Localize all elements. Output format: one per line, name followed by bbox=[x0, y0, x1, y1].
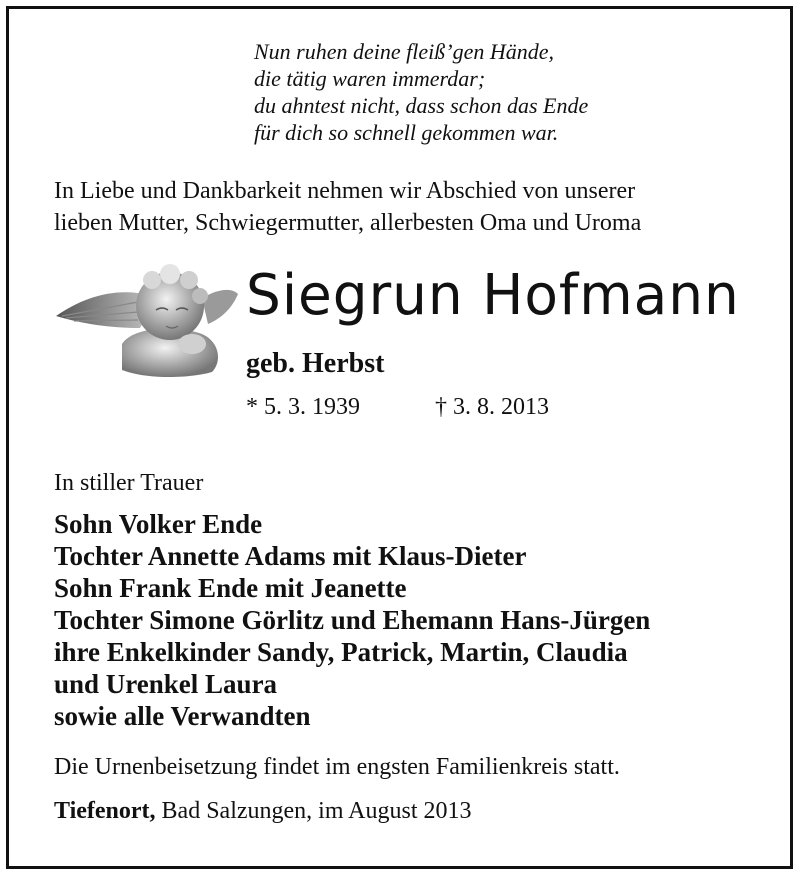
mourners-list bbox=[54, 508, 650, 732]
poem-line: Nun ruhen deine fleiß’gen Hände, bbox=[254, 39, 554, 64]
mourning-label: In stiller Trauer bbox=[54, 470, 204, 496]
burial-notice: Die Urnenbeisetzung findet im engsten Familienkreis statt. bbox=[54, 754, 620, 780]
mourner-line: Tochter Annette Adams mit Klaus-Dieter bbox=[54, 541, 527, 571]
poem bbox=[254, 38, 588, 146]
intro-line: lieben Mutter, Schwiegermutter, allerbesten Oma und Uroma bbox=[54, 210, 642, 236]
death-date: † 3. 8. 2013 bbox=[435, 394, 549, 420]
birth-date: * 5. 3. 1939 bbox=[246, 394, 360, 420]
intro-text bbox=[54, 175, 641, 239]
mourner-line: ihre Enkelkinder Sandy, Patrick, Martin, Claudia bbox=[54, 637, 628, 667]
mourner-line: und Urenkel Laura bbox=[54, 669, 278, 699]
angel-icon bbox=[52, 258, 238, 380]
mourner-line: Sohn Frank Ende mit Jeanette bbox=[54, 573, 407, 603]
mourner-line: sowie alle Verwandten bbox=[54, 701, 311, 731]
intro-line: In Liebe und Dankbarkeit nehmen wir Abschied von unserer bbox=[54, 178, 636, 204]
deceased-name: Siegrun Hofmann bbox=[246, 263, 740, 328]
mourner-line: Tochter Simone Görlitz und Ehemann Hans-Jürgen bbox=[54, 605, 651, 635]
poem-line: für dich so schnell gekommen war. bbox=[254, 120, 559, 145]
place-town: Tiefenort, bbox=[54, 798, 156, 824]
place-date bbox=[54, 798, 472, 825]
poem-line: die tätig waren immerdar; bbox=[254, 66, 486, 91]
maiden-name: geb. Herbst bbox=[246, 348, 385, 379]
place-rest: Bad Salzungen, im August 2013 bbox=[155, 798, 472, 824]
poem-line: du ahntest nicht, dass schon das Ende bbox=[254, 93, 589, 118]
mourner-line: Sohn Volker Ende bbox=[54, 509, 263, 539]
